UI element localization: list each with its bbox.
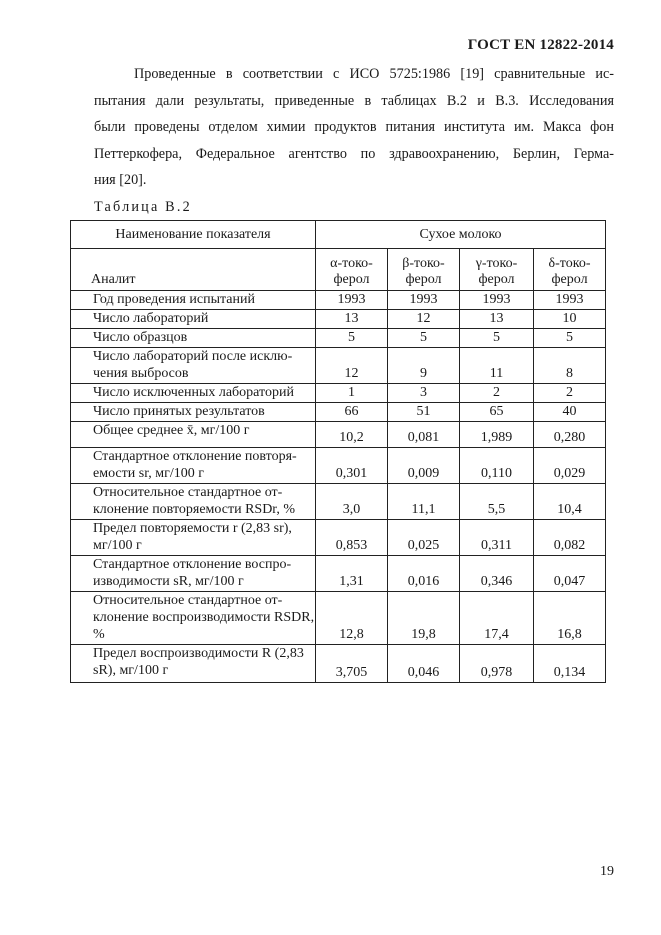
- analyte-cell: [316, 249, 388, 291]
- cell-value: 5: [460, 329, 534, 348]
- analyte-name-line1: γ-токо-: [475, 256, 518, 271]
- cell-value: 0,029: [534, 448, 606, 484]
- table-row: [71, 422, 606, 448]
- cell-value: 12: [316, 348, 388, 384]
- paragraph-line: пытания дали результаты, приведенные в таблицах В.2 и В.3. Исследования: [94, 92, 614, 109]
- row-label: Предел повторяемости r (2,83 sr), мг/100 г: [71, 520, 316, 556]
- cell-value: 3: [388, 384, 460, 403]
- cell-value: 9: [388, 348, 460, 384]
- analyte-cell: [388, 249, 460, 291]
- cell-value: 1,31: [316, 556, 388, 592]
- cell-value: 5,5: [460, 484, 534, 520]
- cell-value: 0,346: [460, 556, 534, 592]
- row-label: Число образцов: [71, 329, 316, 348]
- cell-value: 0,009: [388, 448, 460, 484]
- cell-value: 0,280: [534, 422, 606, 448]
- cell-value: 0,025: [388, 520, 460, 556]
- analyte-name-line2: ферол: [551, 272, 588, 287]
- cell-value: 5: [316, 329, 388, 348]
- cell-value: 1: [316, 384, 388, 403]
- cell-value: 40: [534, 403, 606, 422]
- table-header-row: [71, 221, 606, 249]
- cell-value: 16,8: [534, 592, 606, 645]
- row-label: Общее среднее x̄, мг/100 г: [71, 422, 316, 448]
- table-row: [71, 556, 606, 592]
- analyte-name-line1: α-токо-: [330, 256, 373, 271]
- cell-value: 8: [534, 348, 606, 384]
- cell-value: 0,134: [534, 645, 606, 683]
- page-number: 19: [600, 864, 614, 879]
- cell-value: 2: [534, 384, 606, 403]
- cell-value: 12: [388, 310, 460, 329]
- cell-value: 10: [534, 310, 606, 329]
- cell-value: 0,082: [534, 520, 606, 556]
- cell-value: 1993: [534, 291, 606, 310]
- cell-value: 2: [460, 384, 534, 403]
- table-row: [71, 645, 606, 683]
- table-body: [71, 291, 606, 683]
- cell-value: 0,301: [316, 448, 388, 484]
- cell-value: 17,4: [460, 592, 534, 645]
- analyte-cell: [534, 249, 606, 291]
- row-label: Относительное стандартное от-клонение повторяемости RSDr, %: [71, 484, 316, 520]
- row-label: Число лабораторий: [71, 310, 316, 329]
- table-caption: Таблица В.2: [94, 199, 192, 215]
- table-row: [71, 348, 606, 384]
- cell-value: 3,0: [316, 484, 388, 520]
- analyte-label: Аналит: [71, 249, 316, 291]
- table-row: [71, 291, 606, 310]
- analyte-row: [71, 249, 606, 291]
- table-row: [71, 384, 606, 403]
- results-table: [70, 220, 606, 683]
- paragraph-line: ния [20].: [94, 172, 147, 188]
- paragraph-line: Петтеркофера, Федеральное агентство по здравоохранению, Берлин, Герма-: [94, 145, 614, 162]
- cell-value: 0,853: [316, 520, 388, 556]
- row-label: Стандартное отклонение воспро-изводимости sR, мг/100 г: [71, 556, 316, 592]
- paragraph-line: были проведены отделом химии продуктов питания института им. Макса фон: [94, 119, 614, 135]
- cell-value: 65: [460, 403, 534, 422]
- cell-value: 0,110: [460, 448, 534, 484]
- row-label: Относительное стандартное от-клонение воспроизводимости RSDR, %: [71, 592, 316, 645]
- cell-value: 1993: [388, 291, 460, 310]
- row-label: Год проведения испытаний: [71, 291, 316, 310]
- table-row: [71, 520, 606, 556]
- cell-value: 13: [316, 310, 388, 329]
- table-row: [71, 592, 606, 645]
- cell-value: 11,1: [388, 484, 460, 520]
- header-group: Сухое молоко: [316, 221, 606, 249]
- cell-value: 10,2: [316, 422, 388, 448]
- cell-value: 51: [388, 403, 460, 422]
- cell-value: 66: [316, 403, 388, 422]
- cell-value: 3,705: [316, 645, 388, 683]
- analyte-name-line2: ферол: [333, 272, 370, 287]
- table-row: [71, 310, 606, 329]
- table-row: [71, 448, 606, 484]
- cell-value: 1,989: [460, 422, 534, 448]
- cell-value: 13: [460, 310, 534, 329]
- cell-value: 1993: [460, 291, 534, 310]
- cell-value: 0,978: [460, 645, 534, 683]
- cell-value: 1993: [316, 291, 388, 310]
- table-row: [71, 484, 606, 520]
- analyte-name-line1: δ-токо-: [548, 256, 591, 271]
- analyte-name-line2: ферол: [478, 272, 515, 287]
- analyte-name-line1: β-токо-: [402, 256, 445, 271]
- document-code: ГОСТ EN 12822-2014: [467, 37, 614, 53]
- cell-value: 19,8: [388, 592, 460, 645]
- cell-value: 5: [388, 329, 460, 348]
- analyte-cell: [460, 249, 534, 291]
- row-label: Стандартное отклонение повторя-емости sr, мг/100 г: [71, 448, 316, 484]
- row-label: Число принятых результатов: [71, 403, 316, 422]
- paragraph-line: Проведенные в соответствии с ИСО 5725:1986 [19] сравнительные ис-: [134, 66, 614, 82]
- row-label: Предел воспроизводимости R (2,83 sR), мг/100 г: [71, 645, 316, 683]
- cell-value: 5: [534, 329, 606, 348]
- row-label: Число лабораторий после исклю-чения выбросов: [71, 348, 316, 384]
- cell-value: 0,081: [388, 422, 460, 448]
- cell-value: 0,047: [534, 556, 606, 592]
- cell-value: 0,016: [388, 556, 460, 592]
- cell-value: 10,4: [534, 484, 606, 520]
- cell-value: 11: [460, 348, 534, 384]
- cell-value: 0,046: [388, 645, 460, 683]
- intro-paragraph: [94, 61, 614, 194]
- analyte-name-line2: ферол: [405, 272, 442, 287]
- cell-value: 0,311: [460, 520, 534, 556]
- row-label: Число исключенных лабораторий: [71, 384, 316, 403]
- table-row: [71, 403, 606, 422]
- table-row: [71, 329, 606, 348]
- header-indicator: Наименование показателя: [71, 221, 316, 249]
- cell-value: 12,8: [316, 592, 388, 645]
